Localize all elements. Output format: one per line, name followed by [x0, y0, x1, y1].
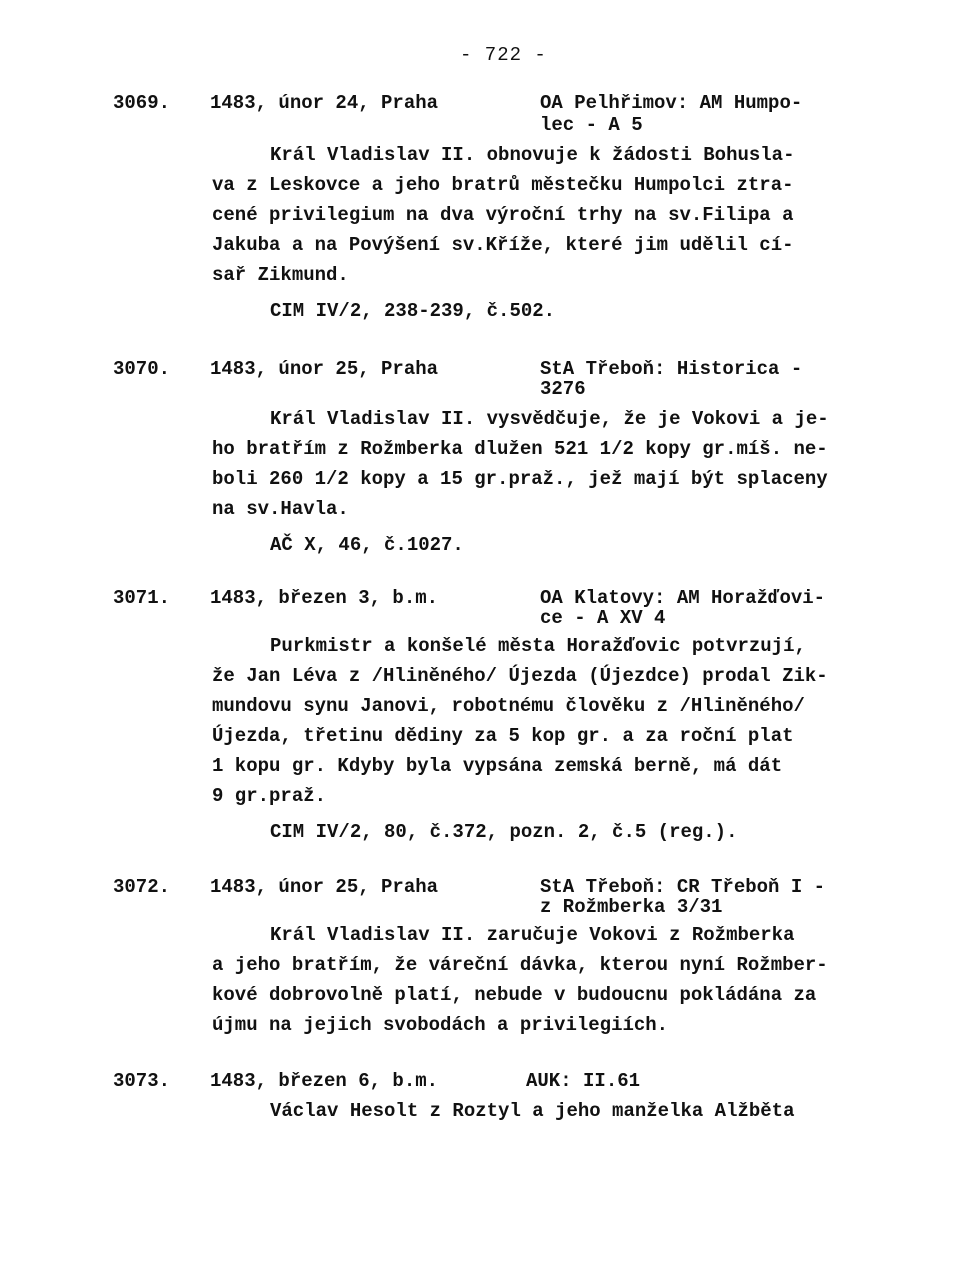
entry-text-line: va z Leskovce a jeho bratrů městečku Humpolci ztra- [212, 174, 794, 196]
entry-archive-line: StA Třeboň: CR Třeboň I - [540, 876, 826, 898]
entry-text-line: Král Vladislav II. obnovuje k žádosti Bohusla- [270, 144, 795, 166]
entry-date-place: 1483, únor 24, Praha [210, 92, 439, 114]
entry-text-line: sař Zikmund. [212, 264, 349, 286]
entry-archive-line: OA Klatovy: AM Horažďovi- [540, 587, 826, 609]
entry-date-place: 1483, únor 25, Praha [210, 876, 439, 898]
entry-number: 3071. [113, 587, 171, 609]
entry-number: 3072. [113, 876, 171, 898]
entry-text-line: Purkmistr a konšelé města Horažďovic potvrzují, [270, 635, 806, 657]
entry-archive-line: StA Třeboň: Historica - [540, 358, 803, 380]
entry-archive-line: lec - A 5 [540, 114, 643, 136]
entry-text-line: újmu na jejich svobodách a privilegiích. [212, 1014, 669, 1036]
entry-text-line: Újezda, třetinu dědiny za 5 kop gr. a za roční plat [212, 725, 794, 747]
entry-citation: AČ X, 46, č.1027. [270, 534, 464, 556]
entry-archive-line: ce - A XV 4 [540, 607, 666, 629]
entry-text-line: cené privilegium na dva výroční trhy na sv.Filipa a [212, 204, 794, 226]
page-number: - 722 - [460, 44, 547, 66]
entry-text-line: 1 kopu gr. Kdyby byla vypsána zemská berně, má dát [212, 755, 783, 777]
entry-text-line: že Jan Léva z /Hliněného/ Újezda (Újezdce) prodal Zik- [212, 665, 828, 687]
entry-archive-line: OA Pelhřimov: AM Humpo- [540, 92, 803, 114]
entry-date-place: 1483, únor 25, Praha [210, 358, 439, 380]
entry-text-line: Král Vladislav II. vysvědčuje, že je Vokovi a je- [270, 408, 829, 430]
entry-date-place: 1483, březen 6, b.m. [210, 1070, 439, 1092]
entry-archive-line: z Rožmberka 3/31 [540, 896, 723, 918]
entry-text-line: mundovu synu Janovi, robotnému člověku z /Hliněného/ [212, 695, 805, 717]
entry-text-line: ho bratřím z Rožmberka dlužen 521 1/2 kopy gr.míš. ne- [212, 438, 828, 460]
entry-archive-line: 3276 [540, 378, 586, 400]
entry-number: 3073. [113, 1070, 171, 1092]
entry-date-place: 1483, březen 3, b.m. [210, 587, 439, 609]
entry-citation: CIM IV/2, 80, č.372, pozn. 2, č.5 (reg.). [270, 821, 738, 843]
entry-text-line: Václav Hesolt z Roztyl a jeho manželka Alžběta [270, 1100, 795, 1122]
entry-text-line: Král Vladislav II. zaručuje Vokovi z Rožmberka [270, 924, 795, 946]
entry-text-line: 9 gr.praž. [212, 785, 327, 807]
entry-archive-line: AUK: II.61 [526, 1070, 641, 1092]
entry-citation: CIM IV/2, 238-239, č.502. [270, 300, 556, 322]
entry-text-line: boli 260 1/2 kopy a 15 gr.praž., jež mají být splaceny [212, 468, 828, 490]
entry-text-line: Jakuba a na Povýšení sv.Kříže, které jim udělil cí- [212, 234, 794, 256]
entry-number: 3069. [113, 92, 171, 114]
entry-text-line: a jeho bratřím, že váreční dávka, kterou nyní Rožmber- [212, 954, 828, 976]
entry-number: 3070. [113, 358, 171, 380]
entry-text-line: kové dobrovolně platí, nebude v budoucnu pokládána za [212, 984, 817, 1006]
entry-text-line: na sv.Havla. [212, 498, 349, 520]
